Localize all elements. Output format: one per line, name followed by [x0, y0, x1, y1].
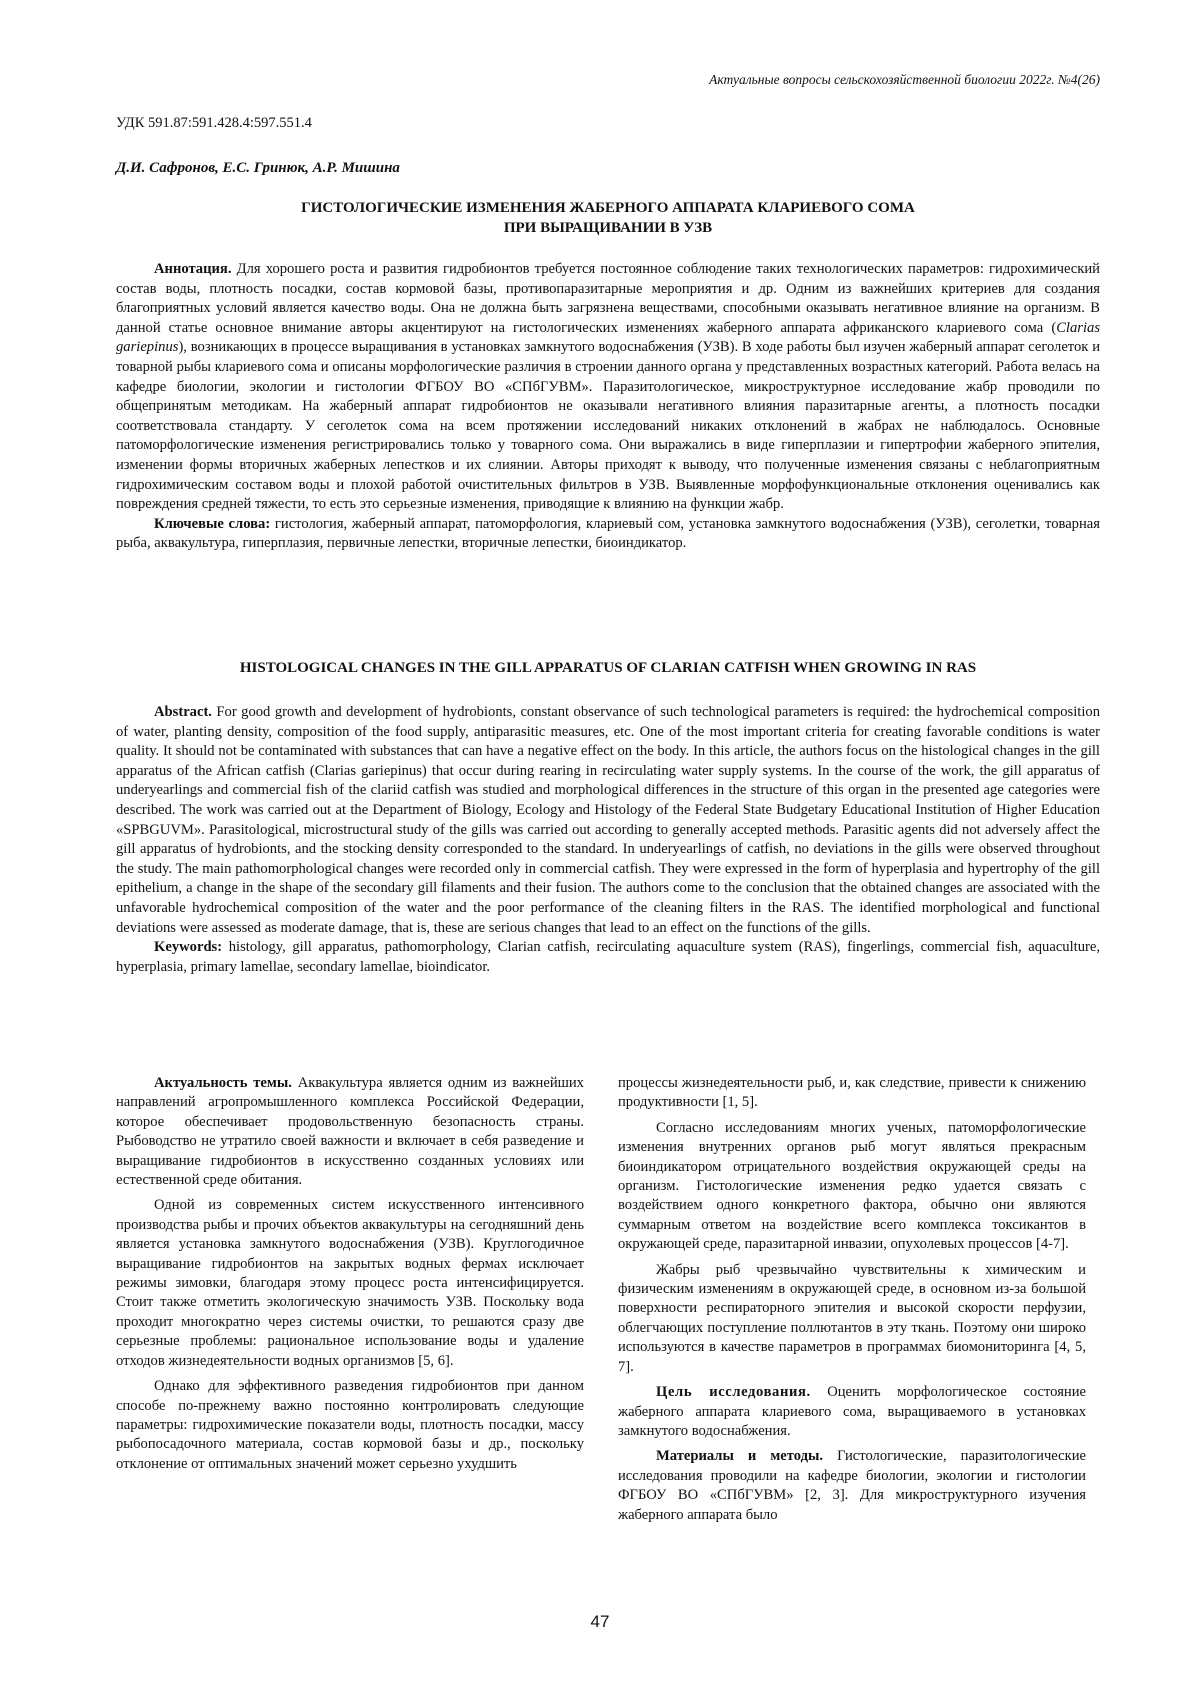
udk-code: УДК 591.87:591.428.4:597.551.4: [116, 115, 312, 131]
authors: Д.И. Сафронов, Е.С. Гринюк, А.Р. Мишина: [116, 160, 400, 176]
methods-paragraph: [618, 1447, 1086, 1525]
title-english: HISTOLOGICAL CHANGES IN THE GILL APPARATUS OF CLARIAN CATFISH WHEN GROWING IN RAS: [239, 660, 977, 676]
relevance-paragraph: [116, 1074, 584, 1190]
abstract-ru-text-1: Для хорошего роста и развития гидробионтов требуется постоянное соблюдение таких технологических параметров: гидрохимический состав воды, плотность посадки, состав кормовой базы, противопаразитарные мероприятия и др. Одним из важнейших критериев для создания благоприятных условий является качество воды. Она не должна быть загрязнена веществами, способными оказывать негативное влияние на организм. В данной статье основное внимание авторы акцентируют на гистологических изменениях жаберного аппарата африканского клариевого сома (: [116, 261, 1100, 336]
keywords-en-text: histology, gill apparatus, pathomorphology, Clarian catfish, recirculating aquaculture system (RAS), fingerlings, commercial fish, aquaculture, hyperplasia, primary lamellae, secondary lamellae, bioindicator.: [116, 939, 1100, 975]
gills-paragraph: Жабры рыб чрезвычайно чувствительны к химическим и физическим изменениям в окружающей среде, в основном из-за большой поверхности респираторного эпителия и высокой скорости перфузии, облегчающих поступление поллютантов в эту ткань. Поэтому они широко используются в качестве параметров в программах биомониторинга [4, 5, 7].: [618, 1261, 1086, 1375]
ras-paragraph: Одной из современных систем искусственного интенсивного производства рыбы и прочих объектов аквакультуры на сегодняшний день является установка замкнутого водоснабжения (УЗВ). Круглогодичное выращивание гидробионтов на закрытых водных фермах исключает режимы зимовки, благодаря этому процесс роста интенсифицируется. Стоит также отметить экологическую значимость УЗВ. Поскольку вода проходит многократно через системы очистки, то решаются сразу две серьезные проблемы: рациональное использование воды и удаление отходов жизнедеятельности водных организмов [5, 6].: [116, 1197, 584, 1369]
species-name: Clarias gariepinus: [116, 319, 1100, 356]
aim-text: Оценить морфологическое состояние жаберного аппарата клариевого сома, выращиваемого в установках замкнутого водоснабжения.: [618, 1384, 1087, 1439]
bioindicator-paragraph: Согласно исследованиям многих ученых, патоморфологические изменения внутренних органов рыб могут являться прекрасным биоиндикатором отрицательного воздействия окружающей среды на организм. Гистологические изменения редко удается связать с воздействием одного конкретного фактора, обычно они являются суммарным ответом на воздействие всего комплекса токсикантов в окружающей среде, паразитарной инвазии, опухолевых процессов [4-7].: [618, 1119, 1086, 1253]
abstract-russian: [116, 260, 1100, 554]
abstract-ru-text-2: ), возникающих в процессе выращивания в установках замкнутого водоснабжения (УЗВ). В ходе работы был изучен жаберный аппарат сеголеток и товарной рыбы клариевого сома и описаны морфологические различия в строении данного органа у представленных возрастных категорий. Работа велась на кафедре биологии, экологии и гистологии ФГБОУ ВО «СПбГУВМ». Паразитологическое, микроструктурное исследование жабр проводили по общепринятым методикам. На жаберный аппарат гидробионтов не оказывали негативного влияния паразитарные агенты, а плотность посадки соответствовала стандарту. У сеголеток сома на всем протяжении исследований никаких отклонений в жабрах не наблюдалось. Основные патоморфологические изменения регистрировались только у товарного сома. Они выражались в виде гиперплазии и гипертрофии жаберного эпителия, изменении формы вторичных жаберных лепестков и их слиянии. Авторы приходят к выводу, что полученные изменения связаны с неблагоприятным гидрохимическим составом воды и плохой работой очистительных фильтров в УЗВ. Выявленные морфофункциональные отклонения оценивались как повреждения средней тяжести, то есть это серьезные изменения, приводящие к влиянию на функции жабр.: [116, 339, 1100, 513]
continuation-paragraph: процессы жизнедеятельности рыб, и, как следствие, привести к снижению продуктивности [1, 5].: [618, 1075, 1086, 1111]
title-ru-line-1: ГИСТОЛОГИЧЕСКИЕ ИЗМЕНЕНИЯ ЖАБЕРНОГО АППАРАТА КЛАРИЕВОГО СОМА: [301, 200, 915, 216]
abstract-en-paragraph: [116, 703, 1100, 938]
methods-text: Гистологические, паразитологические исследования проводили на кафедре биологии, экологии и гистологии ФГБОУ ВО «СПбГУВМ» [2, 3]. Для микроструктурного изучения жаберного аппарата было: [618, 1448, 1086, 1523]
keywords-en-paragraph: [116, 938, 1100, 977]
aim-label: Цель исследования.: [656, 1384, 811, 1401]
journal-header: Актуальные вопросы сельскохозяйственной биологии 2022г. №4(26): [709, 72, 1100, 87]
abstract-en-label: Abstract.: [154, 704, 212, 720]
abstract-ru-paragraph: [116, 260, 1100, 515]
abstract-ru-label: Аннотация.: [154, 261, 232, 277]
abstract-en-text: For good growth and development of hydrobionts, constant observance of such technological parameters is required: the hydrochemical composition of water, planting density, composition of the food supply, antiparasitic measures, etc. One of the most important criteria for creating favorable conditions is water quality. It should not be contaminated with substances that can have a negative effect on the body. In this article, the authors focus on the histological changes in the gill apparatus of the African catfish (Clarias gariepinus) that occur during rearing in recirculating water supply systems. In the course of the work, the gill apparatus of underyearlings and commercial fish of the clariid catfish was studied and morphological differences in the structure of this organ in the presented age categories were described. The work was carried out at the Department of Biology, Ecology and Histology of the Federal State Budgetary Educational Institution of Higher Education «SPBGUVM». Parasitological, microstructural study of the gills was carried out according to generally accepted methods. Parasitic agents did not adversely affect the gill apparatus of hydrobionts, and the stocking density corresponded to the standard. In underyearlings of catfish, no deviations in the gills were observed throughout the study. The main pathomorphological changes were recorded only in commercial catfish. They were expressed in the form of hyperplasia and hypertrophy of the gill epithelium, a change in the shape of the secondary gill filaments and their fusion. The authors come to the conclusion that the obtained changes are associated with the unfavorable hydrochemical composition of the water and the poor performance of the cleaning filters in the RAS. The identified morphological and functional deviations were assessed as moderate damage, that is, these are serious changes that lead to an effect on the functions of the gills.: [116, 704, 1100, 936]
keywords-ru-label: Ключевые слова:: [154, 515, 271, 532]
title-ru-line-2: ПРИ ВЫРАЩИВАНИИ В УЗВ: [503, 220, 713, 236]
relevance-text: Аквакультура является одним из важнейших направлений агропромышленного комплекса Российской Федерации, которое обеспечивает продовольственную безопасность страны. Рыбоводство не утратило своей важности и включает в себя разведение и выращивание гидробионтов в искусственно созданных условиях или естественной среде обитания.: [116, 1075, 584, 1189]
control-paragraph: Однако для эффективного разведения гидробионтов при данном способе по-прежнему важно постоянно контролировать следующие параметры: гидрохимические показатели воды, плотность посадки, массу рыбопосадочного материала, состав кормовой базы и др., поскольку отклонение от оптимальных значений может серьезно ухудшить: [116, 1378, 584, 1472]
page-number: 47: [590, 1612, 610, 1631]
methods-label: Материалы и методы.: [656, 1448, 824, 1465]
title-russian: [116, 198, 1100, 238]
relevance-label: Актуальность темы.: [154, 1075, 292, 1091]
right-column: [618, 1074, 1086, 1525]
keywords-en-label: Keywords:: [154, 939, 223, 956]
abstract-english: [116, 703, 1100, 977]
left-column: [116, 1074, 584, 1474]
aim-paragraph: [618, 1383, 1086, 1441]
keywords-ru-paragraph: [116, 515, 1100, 554]
keywords-ru-text: гистология, жаберный аппарат, патоморфология, клариевый сом, установка замкнутого водоснабжения (УЗВ), сеголетки, товарная рыба, аквакультура, гиперплазия, первичные лепестки, вторичные лепестки, биоиндикатор.: [116, 515, 1100, 552]
